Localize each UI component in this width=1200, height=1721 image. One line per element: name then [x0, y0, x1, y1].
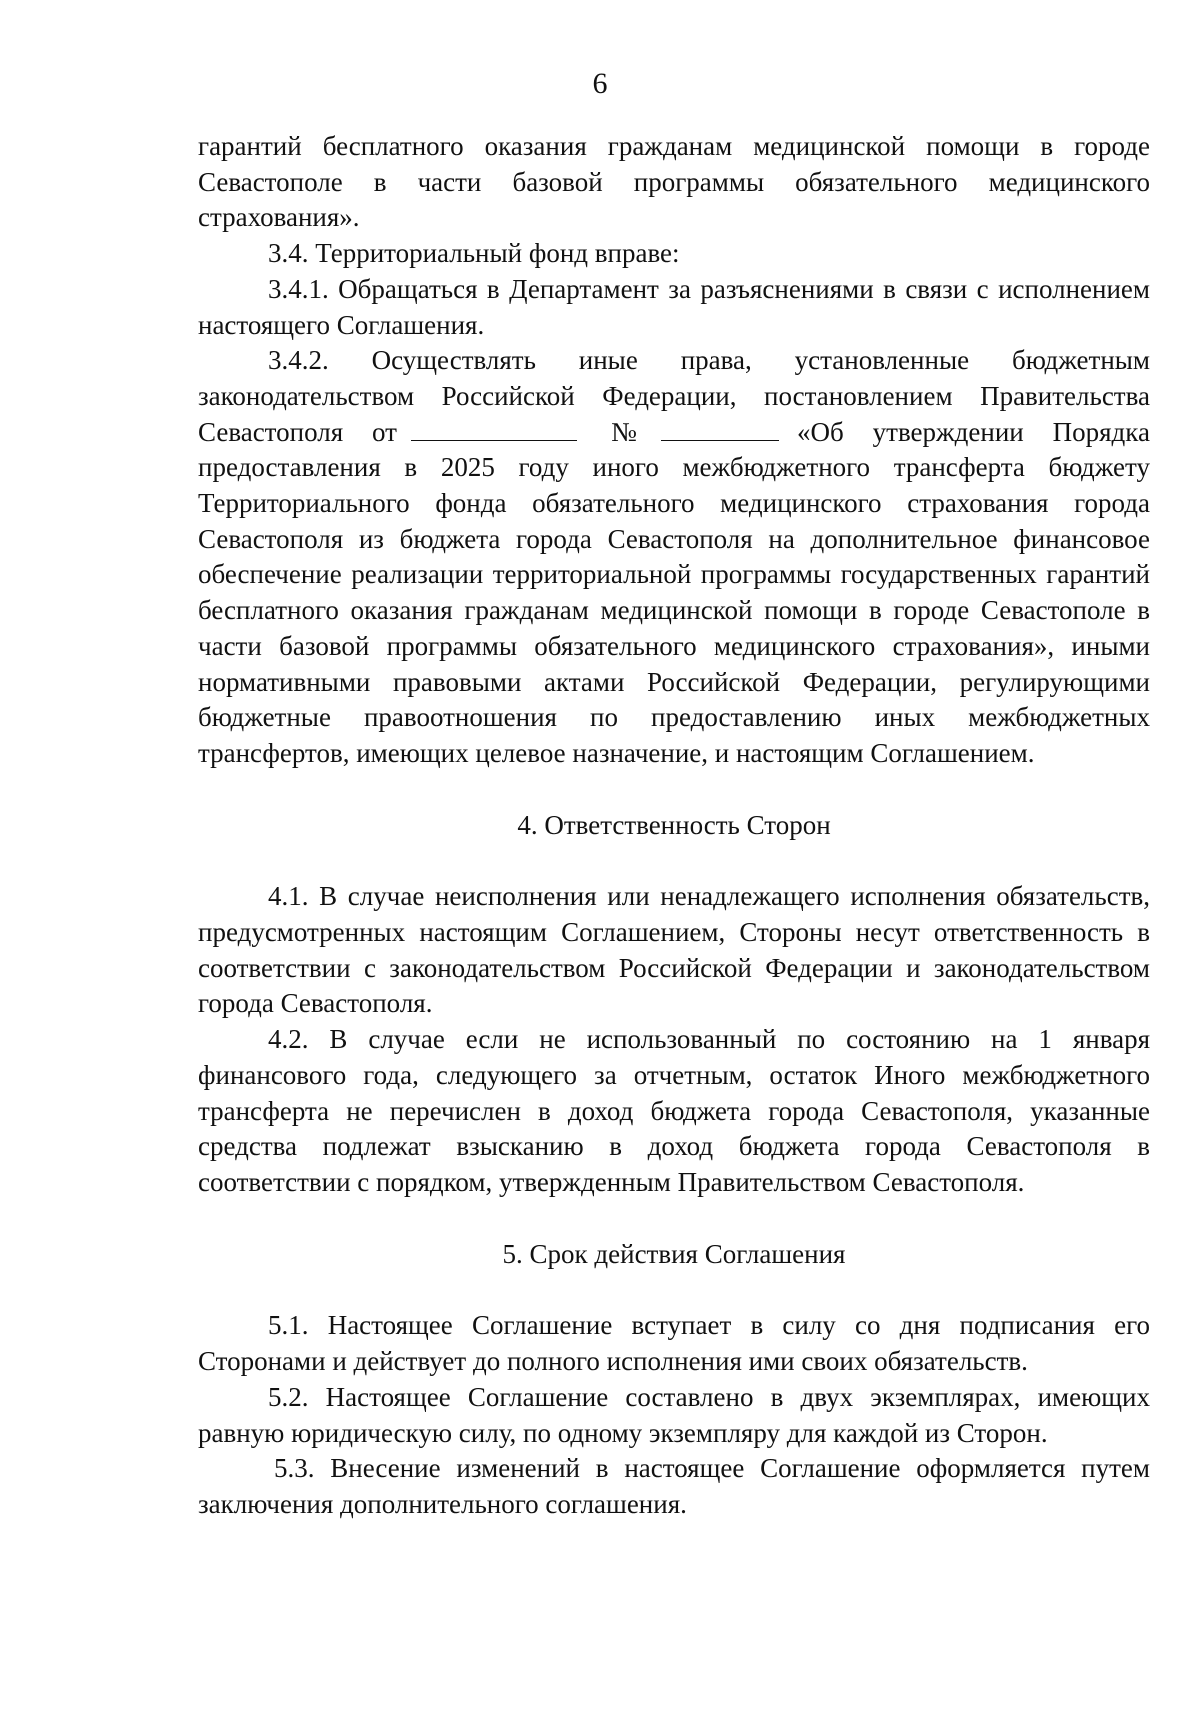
paragraph-5-1: 5.1. Настоящее Соглашение вступает в силу со дня подписания его Сторонами и действует до полного исполнения ими своих обязательств.	[198, 1310, 1150, 1377]
number-blank-line	[661, 418, 779, 441]
paragraph-3-4-2-end: «Об утверждении Порядка предоставления в 2025 году иного межбюджетного трансферта бюджету Территориального фонда обязательного медицинского страхования города Севастополя из бюджета города Севастополя на дополнительное финансовое обеспечение реализации территориальной программы государственных гарантий бесплатного оказания гражданам медицинской помощи в городе Севастополе в части базовой программы обязательного медицинского страхования», иными нормативными правовыми актами Российской Федерации, регулирующими бюджетные правоотношения по предоставлению иных межбюджетных трансфертов, имеющих целевое назначение, и настоящим Соглашением.	[198, 416, 1150, 768]
paragraph-4-1: 4.1. В случае неисполнения или ненадлежащего исполнения обязательств, предусмотренных настоящим Соглашением, Стороны несут ответственность в соответствии с законодательством Российской Федерации и законодательством города Севастополя.	[198, 881, 1150, 1019]
paragraph-3-4: 3.4. Территориальный фонд вправе:	[268, 238, 680, 269]
paragraph-3-4-2-start: 3.4.2. Осуществлять иные права, установленные бюджетным законодательством Российской Федерации, постановлением Правительства Севастополя от	[198, 345, 1150, 447]
page-number: 6	[592, 67, 608, 100]
paragraph-continuation: гарантий бесплатного оказания гражданам медицинской помощи в городе Севастополе в части базовой программы обязательного медицинского страхования».	[198, 131, 1150, 233]
section-5-title: 5. Срок действия Соглашения	[502, 1238, 846, 1269]
section-4-title: 4. Ответственность Сторон	[517, 809, 831, 840]
paragraph-5-2: 5.2. Настоящее Соглашение составлено в двух экземплярах, имеющих равную юридическую силу, по одному экземпляру для каждой из Сторон.	[198, 1381, 1150, 1448]
date-blank-line	[411, 418, 577, 441]
number-sign: №	[588, 416, 660, 447]
paragraph-3-4-1: 3.4.1. Обращаться в Департамент за разъяснениями в связи с исполнением настоящего Соглашения.	[198, 273, 1150, 340]
paragraph-4-2: 4.2. В случае если не использованный по состоянию на 1 января финансового года, следующего за отчетным, остаток Иного межбюджетного трансферта не перечислен в доход бюджета города Севастополя, указанные средства подлежат взысканию в доход бюджета города Севастополя в соответствии с порядком, утвержденным Правительством Севастополя.	[198, 1024, 1150, 1197]
paragraph-5-3: 5.3. Внесение изменений в настоящее Соглашение оформляется путем заключения дополнительного соглашения.	[198, 1453, 1150, 1519]
document-body	[198, 129, 1150, 1523]
paragraph-3-4-2	[198, 343, 1150, 771]
